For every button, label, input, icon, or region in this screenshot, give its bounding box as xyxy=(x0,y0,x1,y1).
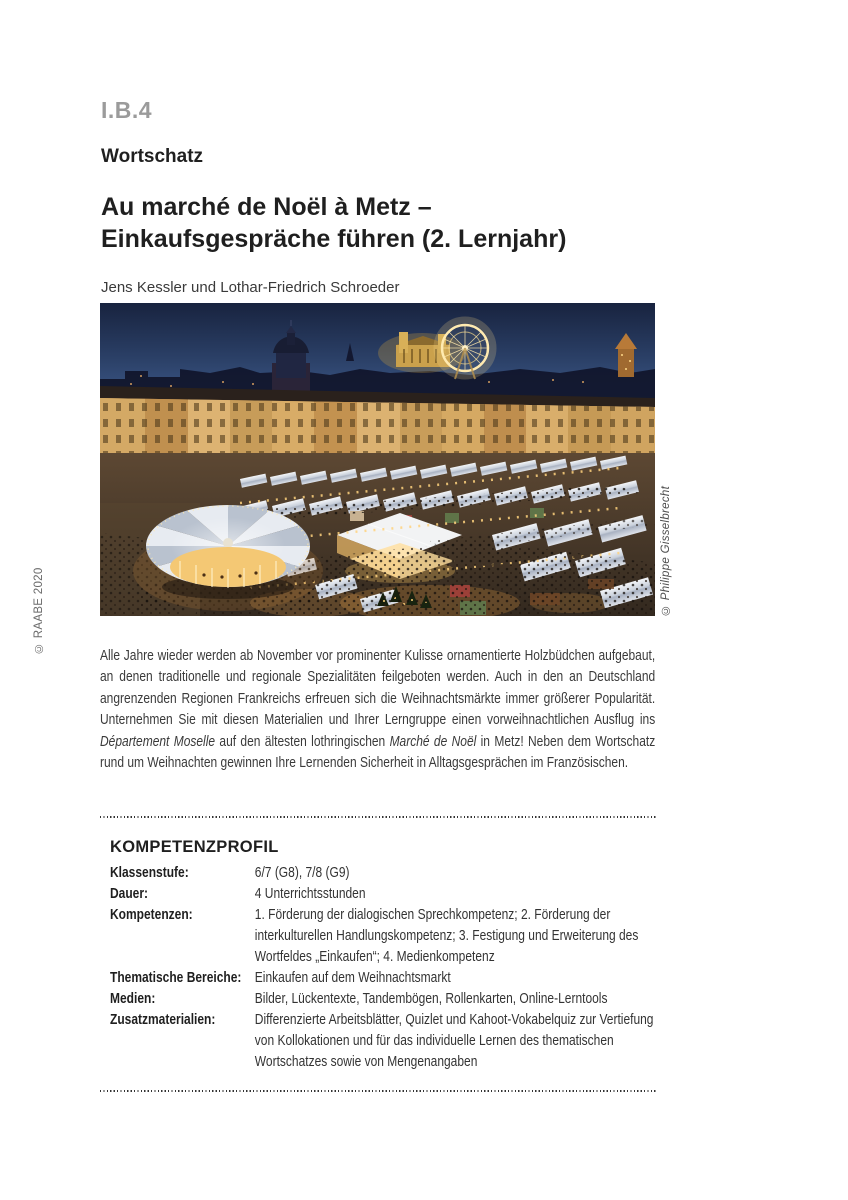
profile-label: Klassenstufe: xyxy=(110,864,189,881)
publisher-copyright: © RAABE 2020 xyxy=(33,567,45,654)
page-title xyxy=(101,191,566,255)
competence-profile-table xyxy=(110,862,656,1072)
profile-value: Einkaufen auf dem Weihnachtsmarkt xyxy=(254,969,451,986)
profile-value: 6/7 (G8), 7/8 (G9) xyxy=(254,864,350,881)
intro-italic-2: Marché de Noël xyxy=(389,732,477,750)
dotted-rule-bottom xyxy=(100,1090,657,1092)
rubric-label: Wortschatz xyxy=(101,146,204,167)
authors-line: Jens Kessler und Lothar-Friedrich Schroeder xyxy=(101,279,400,296)
dotted-rule-top xyxy=(100,816,657,818)
intro-text-2: auf den ältesten lothringischen xyxy=(215,732,390,750)
intro-text-3: in Metz! Neben dem Wortschatz rund um Weihnachten gewinnen Ihre Lernenden Sicherheit in Alltagsgesprächen im Französischen. xyxy=(100,732,656,772)
profile-label: Zusatzmaterialien: xyxy=(110,1011,216,1028)
profile-row-medien xyxy=(110,988,656,1009)
profile-row-thematische-bereiche xyxy=(110,967,656,988)
profile-value: 1. Förderung der dialogischen Sprechkompetenz; 2. Förderung der interkulturellen Handlungskompetenz; 3. Festigung und Erweiterung des Wortfeldes „Einkaufen“; 4. Medienkompetenz xyxy=(254,906,639,965)
profile-label: Medien: xyxy=(110,990,156,1007)
intro-italic-1: Département Moselle xyxy=(100,732,216,750)
profile-label: Thematische Bereiche: xyxy=(110,969,242,986)
page-title-line2: Einkaufsgespräche führen (2. Lernjahr) xyxy=(101,225,567,253)
profile-label: Kompetenzen: xyxy=(110,906,193,923)
ferris-wheel xyxy=(437,320,493,379)
profile-value: Bilder, Lückentexte, Tandembögen, Rollenkarten, Online-Lerntools xyxy=(254,990,608,1007)
page-title-line1: Au marché de Noël à Metz – xyxy=(101,193,432,221)
profile-row-zusatzmaterialien xyxy=(110,1009,656,1072)
unit-code: I.B.4 xyxy=(101,97,153,123)
competence-profile-heading: KOMPETENZPROFIL xyxy=(110,838,279,856)
profile-label: Dauer: xyxy=(110,885,149,902)
christmas-market-photo xyxy=(100,303,655,616)
profile-row-dauer xyxy=(110,883,656,904)
profile-row-klassenstufe xyxy=(110,862,656,883)
profile-value: 4 Unterrichtsstunden xyxy=(254,885,366,902)
intro-text-1: Alle Jahre wieder werden ab November vor prominenter Kulisse ornamentierte Holzbüdchen aufgebaut, an denen traditionelle und regionale Spezialitäten feilgeboten werden. Auch in den an Deutschland angrenzenden Regionen Frankreichs erfreuen sich die Weihnachtsmärkte immer größerer Popularität. Unternehmen Sie mit diesen Materialien und Ihrer Lerngruppe einen vorweihnachtlichen Ausflug ins xyxy=(100,647,656,729)
profile-row-kompetenzen xyxy=(110,904,656,967)
intro-paragraph xyxy=(100,645,655,773)
photo-credit: © Philippe Gisselbrecht xyxy=(660,485,672,616)
profile-value: Differenzierte Arbeitsblätter, Quizlet und Kahoot-Vokabelquiz zur Vertiefung von Kollokationen und für das individuelle Lernen des thematischen Wortschatzes sowie von Mengenangaben xyxy=(254,1011,654,1070)
